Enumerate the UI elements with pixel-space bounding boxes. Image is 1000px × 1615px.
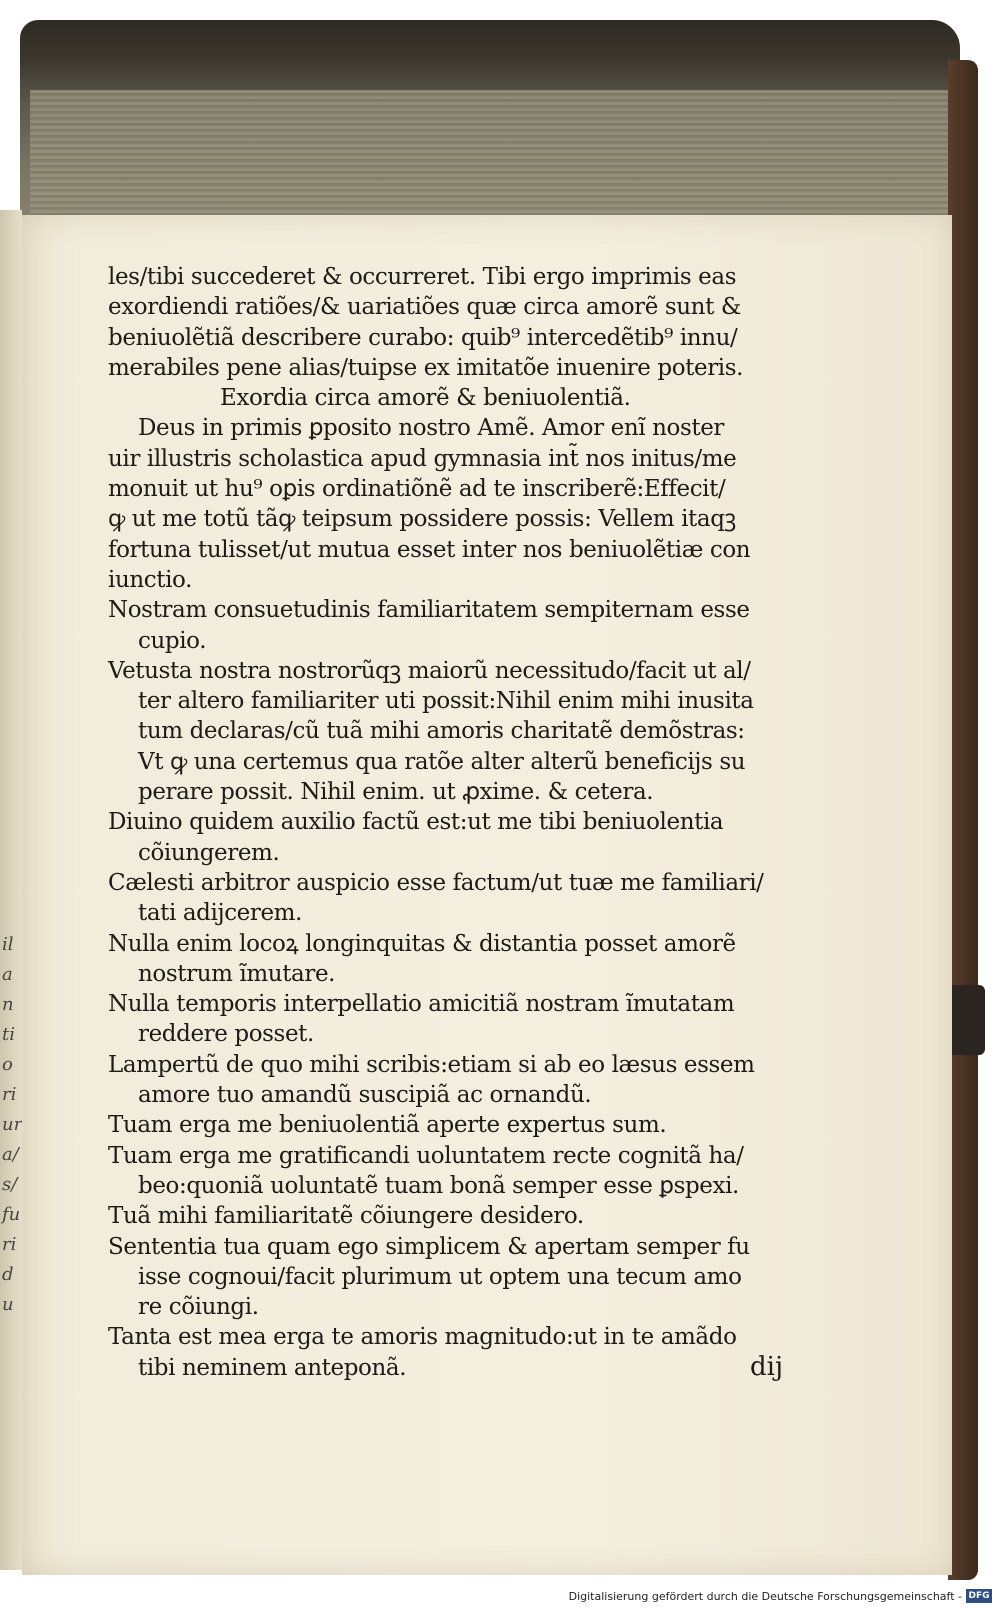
text-line: amore tuo amandũ suscipiã ac ornandũ. <box>138 1082 592 1109</box>
text-line: fortuna tulisset/ut mutua esset inter nos beniuolẽtiæ con <box>108 536 751 563</box>
text-line: merabiles pene alias/tuipse ex imitatõe inuenire poteris. <box>108 354 744 381</box>
page-text <box>108 262 808 1383</box>
text-line: Nulla temporis interpellatio amicitiã nostram ĩmutatam <box>108 991 735 1018</box>
book-cover-right <box>948 60 978 1580</box>
text-line: monuit ut hu⁹ oꝑis ordinatiõnẽ ad te inscriberẽ:Effecit/ <box>108 476 726 503</box>
text-line: tibi neminem anteponã. <box>138 1354 407 1381</box>
left-margin-letters <box>2 930 23 1320</box>
text-line: Deus in primis ꝑposito nostro Amẽ. Amor enĩ noster <box>138 415 725 442</box>
left-margin-letter: u <box>2 1294 14 1315</box>
text-line: uir illustris scholastica apud gymnasia int̃ nos initus/me <box>108 445 737 472</box>
text-line: Tuam erga me beniuolentiã aperte expertus sum. <box>108 1112 667 1139</box>
text-line: exordiendi ratiões/& uariatiões quæ circa amorẽ sunt & <box>108 294 741 321</box>
text-line: Lampertũ de quo mihi scribis:etiam si ab eo læsus essem <box>108 1051 755 1078</box>
text-line: cupio. <box>138 627 207 654</box>
left-margin-letter: a/ <box>2 1144 19 1165</box>
page-signature: dij <box>750 1352 784 1382</box>
text-line: cõiungerem. <box>138 839 280 866</box>
text-line: ter altero familiariter uti possit:Nihil enim mihi inusita <box>138 688 754 715</box>
left-margin-letter: n <box>2 994 14 1015</box>
left-margin-letter: ri <box>2 1234 17 1255</box>
left-margin-letter: d <box>2 1264 14 1285</box>
page-edges <box>30 90 950 220</box>
text-line: Nulla enim locoꝝ longinquitas & distantia posset amorẽ <box>108 930 736 957</box>
text-line: tum declaras/cũ tuã mihi amoris charitatẽ demõstras: <box>138 718 745 745</box>
text-line: perare possit. Nihil enim. ut ꝓxime. & cetera. <box>138 779 654 806</box>
left-page-edge <box>0 210 22 1570</box>
footer-credit: Digitalisierung gefördert durch die Deutsche Forschungsgemeinschaft - <box>568 1590 962 1603</box>
text-line: Vt ꝙ una certemus qua ratõe alter alterũ beneficijs su <box>138 748 746 775</box>
text-line: reddere posset. <box>138 1021 314 1048</box>
text-line: Sententia tua quam ego simplicem & apertam semper fu <box>108 1233 750 1260</box>
text-line: nostrum ĩmutare. <box>138 960 336 987</box>
left-margin-letter: o <box>2 1054 13 1075</box>
text-line: Tuam erga me gratificandi uoluntatem recte cognitã ha/ <box>108 1142 744 1169</box>
left-margin-letter: ri <box>2 1084 17 1105</box>
left-margin-letter: ur <box>2 1114 23 1135</box>
left-margin-letter: s/ <box>2 1174 18 1195</box>
text-line: Diuino quidem auxilio factũ est:ut me tibi beniuolentia <box>108 809 724 836</box>
text-line: Nostram consuetudinis familiaritatem sempiternam esse <box>108 597 750 624</box>
text-line: Tuã mihi familiaritatẽ cõiungere desidero. <box>108 1203 584 1230</box>
left-margin-letter: ti <box>2 1024 15 1045</box>
text-line: beniuolẽtiã describere curabo: quib⁹ intercedẽtib⁹ innu/ <box>108 324 738 351</box>
text-line: re cõiungi. <box>138 1294 259 1321</box>
left-margin-letter: il <box>2 934 14 955</box>
section-heading: Exordia circa amorẽ & beniuolentiã. <box>220 385 631 412</box>
left-margin-letter: fu <box>2 1204 21 1225</box>
text-line: ꝙ ut me totũ tãꝙ teipsum possidere possis: Vellem itaqꝫ <box>108 506 736 533</box>
dfg-logo: DFG <box>966 1589 992 1603</box>
text-line: iunctio. <box>108 566 193 593</box>
left-margin-letter: a <box>2 964 13 985</box>
text-line: tati adijcerem. <box>138 900 303 927</box>
text-line: isse cognoui/facit plurimum ut optem una tecum amo <box>138 1263 742 1290</box>
text-line: Cælesti arbitror auspicio esse factum/ut tuæ me familiari/ <box>108 869 764 896</box>
text-line: beo:quoniã uoluntatẽ tuam bonã semper esse ꝑspexi. <box>138 1172 739 1199</box>
text-line: Vetusta nostra nostrorũqꝫ maiorũ necessitudo/facit ut al/ <box>108 657 751 684</box>
text-line: les/tibi succederet & occurreret. Tibi ergo imprimis eas <box>108 264 737 290</box>
text-line: Tanta est mea erga te amoris magnitudo:ut in te amãdo <box>108 1324 737 1351</box>
